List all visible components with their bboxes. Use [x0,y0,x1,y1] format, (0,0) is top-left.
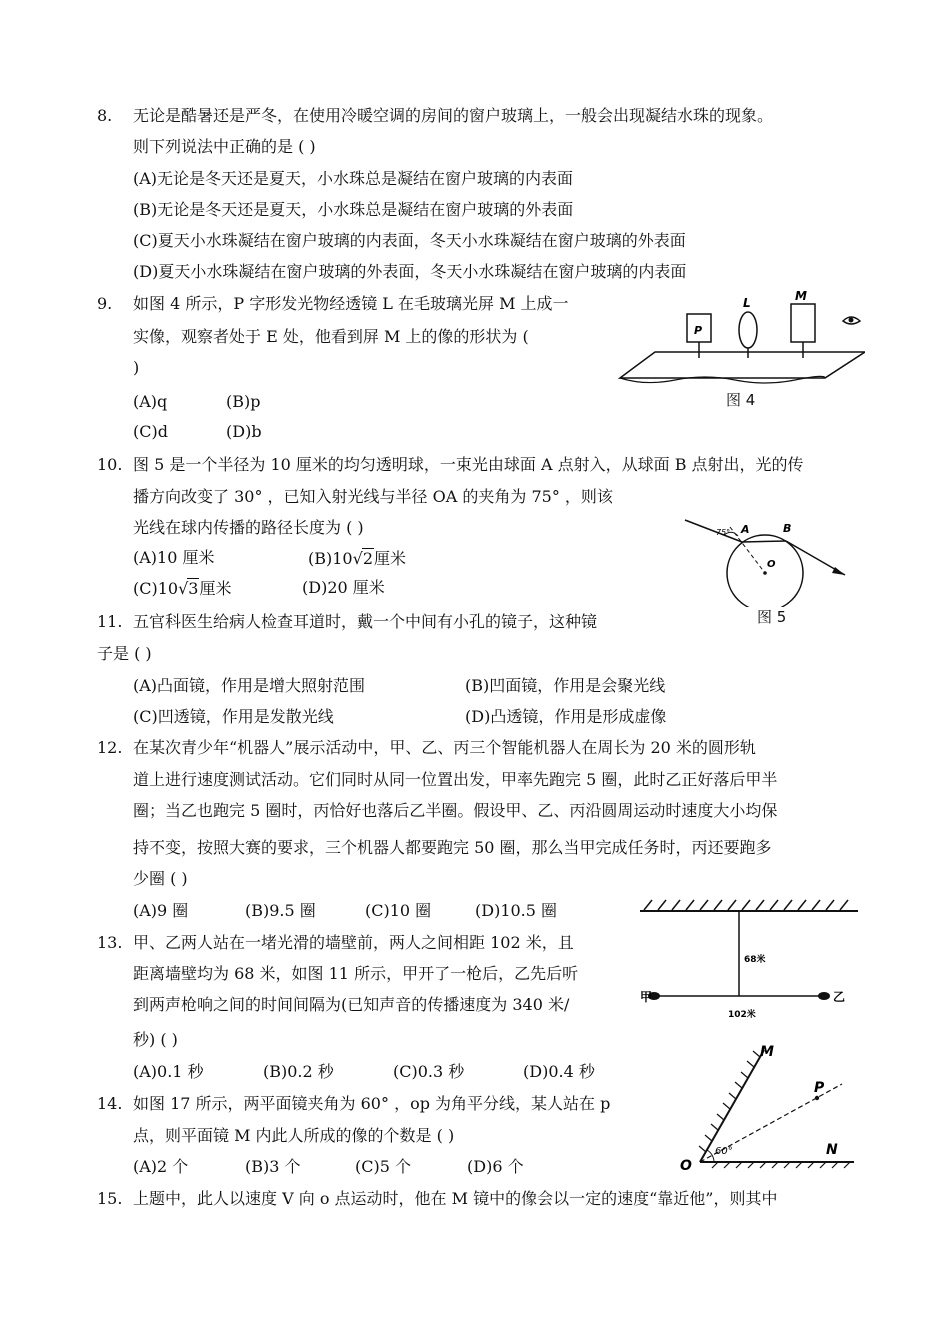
q10-stem-line1: 图 5 是一个半径为 10 厘米的均匀透明球，一束光由球面 A 点射入，从球面 B 点射出，光的传 [133,455,804,474]
q14-option-b: (B)3 个 [245,1157,301,1176]
width-102-label: 102米 [728,1010,756,1020]
object-p-label: P [694,324,703,337]
height-68-label: 68米 [744,955,766,965]
q9-stem-line2: 实像，观察者处于 E 处，他看到屏 M 上的像的形状为 ( [133,327,529,346]
wall-hatching [644,900,848,910]
q13-option-d: (D)0.4 秒 [523,1062,595,1081]
person-b-label: 乙 [833,990,846,1004]
q14-stem-line2: 点，则平面镜 M 内此人所成的像的个数是 ( ) [133,1126,455,1145]
q9-option-c: (C)d [133,422,168,441]
screen-m-label: M [795,290,807,303]
q9-stem-line1: 如图 4 所示，P 字形发光物经透镜 L 在毛玻璃光屏 M 上成一 [133,294,569,313]
q12-stem-line3: 圈；当乙也跑完 5 圈时，丙恰好也落后乙半圈。假设甲、乙、丙沿圆周运动时速度大小均保 [133,801,778,820]
internal-ray [742,541,786,542]
center-o-label: O [767,559,776,570]
q12-stem-line2: 道上进行速度测试活动。它们同时从同一位置出发，甲率先跑完 5 圈，此时乙正好落后甲半 [133,770,778,789]
q10-option-b-unit: 厘米 [374,549,407,568]
q14-option-a: (A)2 个 [133,1157,189,1176]
lens-l [739,312,757,348]
q10-number: 10. [97,455,123,474]
q8-number: 8. [97,106,113,125]
person-b-dot [818,992,830,1000]
q9-number: 9. [97,294,113,313]
q10-option-b [308,548,406,569]
q11-option-a: (A)凸面镜，作用是增大照射范围 [133,676,366,695]
q11-stem-line1: 五官科医生给病人检查耳道时，戴一个中间有小孔的镜子，这种镜 [133,612,598,631]
lens-l-label: L [743,296,751,310]
point-a-label: A [741,523,750,536]
q9-stem-line3: ) [133,358,140,377]
q8-stem-line2: 则下列说法中正确的是 ( ) [133,137,316,156]
figure-4-caption: 图 4 [726,391,756,409]
q8-option-c: (C)夏天小水珠凝结在窗户玻璃的内表面，冬天小水珠凝结在窗户玻璃的外表面 [133,231,686,250]
q14-stem-line1: 如图 17 所示，两平面镜夹角为 60° ，op 为角平分线，某人站在 p [133,1094,611,1113]
q11-number: 11. [97,612,123,631]
screen-m [791,304,815,342]
q10-option-c-unit: 厘米 [199,579,232,598]
q11-stem-line2: 子是 ( ) [97,644,152,663]
q12-stem-line4: 持不变，按照大赛的要求，三个机器人都要跑完 50 圈，那么当甲完成任务时，丙还要跑多 [133,838,772,857]
angle-75-label: 75° [716,528,731,537]
q13-option-b: (B)0.2 秒 [263,1062,334,1081]
q14-number: 14. [97,1094,123,1113]
sqrt-3: √3 [178,579,199,598]
figure-17-mirrors [676,1038,860,1176]
q12-option-d: (D)10.5 圈 [475,901,558,920]
table-board [620,352,865,378]
incident-ray [685,520,742,542]
q13-number: 13. [97,933,123,952]
point-p-label: P [814,1080,825,1096]
sphere-circle [727,535,803,607]
q9-option-b: (B)p [226,392,261,411]
q12-number: 12. [97,738,123,757]
q14-option-c: (C)5 个 [355,1157,411,1176]
q10-option-b-prefix: (B)10 [308,549,353,568]
q11-option-b: (B)凹面镜，作用是会聚光线 [465,676,666,695]
point-p-dot [815,1096,819,1100]
q12-stem-line1: 在某次青少年“机器人”展示活动中，甲、乙、丙三个智能机器人在周长为 20 米的圆形轨 [133,738,756,757]
q11-option-c: (C)凹透镜，作用是发散光线 [133,707,334,726]
sqrt-2: √2 [352,549,373,568]
q12-option-c: (C)10 圈 [365,901,432,920]
mirror-m-label: M [760,1044,774,1060]
q12-option-b: (B)9.5 圈 [245,901,316,920]
q13-option-c: (C)0.3 秒 [393,1062,465,1081]
figure-5-caption: 图 5 [757,608,787,626]
eye-icon [843,317,860,324]
q12-stem-line5: 少圈 ( ) [133,869,188,888]
q8-option-b: (B)无论是冬天还是夏天，小水珠总是凝结在窗户玻璃的外表面 [133,200,574,219]
q8-option-a: (A)无论是冬天还是夏天，小水珠总是凝结在窗户玻璃的内表面 [133,169,574,188]
person-a-label: 甲 [640,990,653,1004]
q12-option-a: (A)9 圈 [133,901,189,920]
q15-number: 15. [97,1189,123,1208]
mirror-n-label: N [826,1142,838,1158]
q10-option-d: (D)20 厘米 [302,578,385,597]
figure-11-wall-echo [640,893,860,1023]
q8-stem-line1: 无论是酷暑还是严冬，在使用冷暖空调的房间的窗户玻璃上，一般会出现凝结水珠的现象。 [133,106,774,125]
q10-option-c [133,578,232,599]
q13-stem-line2: 距离墙壁均为 68 米，如图 11 所示，甲开了一枪后，乙先后听 [133,964,579,983]
point-o-label: O [680,1158,692,1174]
mirror-m-hatching [699,1051,760,1152]
q11-option-d: (D)凸透镜，作用是形成虚像 [465,707,667,726]
q14-option-d: (D)6 个 [467,1157,524,1176]
q10-option-a: (A)10 厘米 [133,548,215,567]
angle-60-label: 60° [715,1146,733,1157]
q13-option-a: (A)0.1 秒 [133,1062,204,1081]
point-b-label: B [783,522,792,535]
q15-stem-line1: 上题中，此人以速度 V 向 o 点运动时，他在 M 镜中的像会以一定的速度“靠近他”，则其中 [133,1189,778,1208]
figure-5-sphere [680,515,850,607]
q10-stem-line2: 播方向改变了 30° ，已知入射光线与半径 OA 的夹角为 75° ，则该 [133,487,613,506]
q9-option-d: (D)b [226,422,262,441]
q10-option-c-prefix: (C)10 [133,579,179,598]
figure-4-lens-setup [615,290,865,390]
q9-option-a: (A)q [133,392,168,411]
q13-stem-line4: 秒) ( ) [133,1030,178,1049]
q10-stem-line3: 光线在球内传播的路径长度为 ( ) [133,518,364,537]
q13-stem-line1: 甲、乙两人站在一堵光滑的墙壁前，两人之间相距 102 米，且 [133,933,574,952]
q13-stem-line3: 到两声枪响之间的时间间隔为(已知声音的传播速度为 340 米/ [133,995,570,1014]
q8-option-d: (D)夏天小水珠凝结在窗户玻璃的外表面，冬天小水珠凝结在窗户玻璃的内表面 [133,262,687,281]
